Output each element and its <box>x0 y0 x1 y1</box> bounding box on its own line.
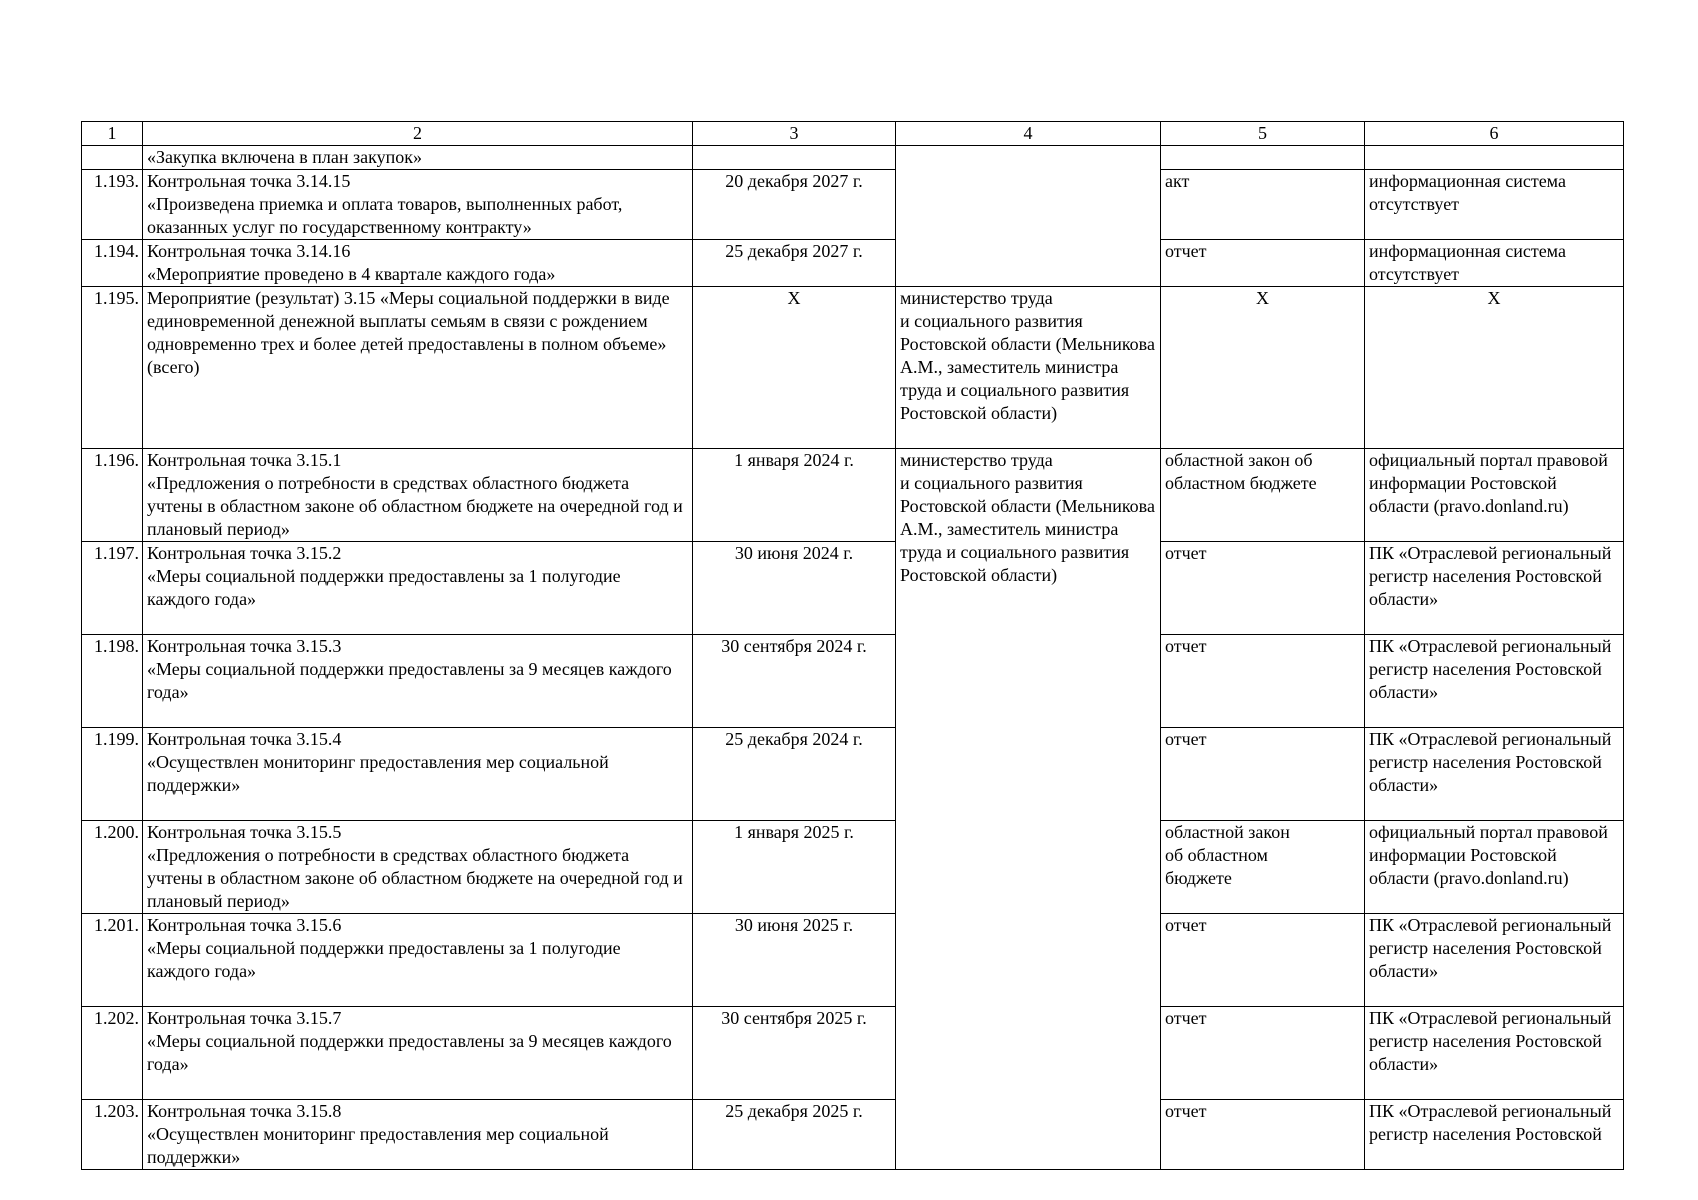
table-row <box>82 728 1624 821</box>
row-number-cell: 1.195. <box>82 287 143 449</box>
document-cell: областной закон об областном бюджете <box>1161 449 1365 542</box>
document-cell: акт <box>1161 170 1365 240</box>
source-cell: информационная система отсутствует <box>1365 240 1624 287</box>
column-header: 6 <box>1365 122 1624 146</box>
source-cell <box>1365 146 1624 170</box>
source-cell: ПК «Отраслевой региональный регистр населения Ростовской области» <box>1365 914 1624 1007</box>
description-cell: Контрольная точка 3.15.8 «Осуществлен мониторинг предоставления мер социальной поддержки» <box>143 1100 693 1170</box>
document-cell: областной закон об областном бюджете <box>1161 821 1365 914</box>
description-cell: Контрольная точка 3.14.15 «Произведена приемка и оплата товаров, выполненных работ, оказанных услуг по государственному контракту» <box>143 170 693 240</box>
table-row <box>82 1100 1624 1170</box>
description-cell: Контрольная точка 3.15.4 «Осуществлен мониторинг предоставления мер социальной поддержки» <box>143 728 693 821</box>
document-cell: Х <box>1161 287 1365 449</box>
row-number-cell: 1.193. <box>82 170 143 240</box>
column-header: 3 <box>693 122 896 146</box>
table-row <box>82 1007 1624 1100</box>
row-number-cell: 1.202. <box>82 1007 143 1100</box>
row-number-cell: 1.199. <box>82 728 143 821</box>
date-cell: 30 сентября 2024 г. <box>693 635 896 728</box>
row-number-cell: 1.194. <box>82 240 143 287</box>
document-cell: отчет <box>1161 635 1365 728</box>
column-header: 1 <box>82 122 143 146</box>
date-cell: 20 декабря 2027 г. <box>693 170 896 240</box>
date-cell: Х <box>693 287 896 449</box>
column-header: 5 <box>1161 122 1365 146</box>
source-cell: ПК «Отраслевой региональный регистр населения Ростовской области» <box>1365 542 1624 635</box>
table-row <box>82 821 1624 914</box>
source-cell: Х <box>1365 287 1624 449</box>
table-row <box>82 287 1624 449</box>
row-number-cell: 1.196. <box>82 449 143 542</box>
document-cell: отчет <box>1161 542 1365 635</box>
source-cell: ПК «Отраслевой региональный регистр населения Ростовской области» <box>1365 1007 1624 1100</box>
table-row <box>82 240 1624 287</box>
source-cell: официальный портал правовой информации Ростовской области (pravo.donland.ru) <box>1365 821 1624 914</box>
description-cell: Мероприятие (результат) 3.15 «Меры социальной поддержки в виде единовременной денежной выплаты семьям в связи с рождением одновременно трех и более детей предоставлены в полном объеме» (всего) <box>143 287 693 449</box>
date-cell: 25 декабря 2024 г. <box>693 728 896 821</box>
date-cell: 1 января 2024 г. <box>693 449 896 542</box>
document-cell: отчет <box>1161 240 1365 287</box>
date-cell: 30 сентября 2025 г. <box>693 1007 896 1100</box>
document-cell: отчет <box>1161 1100 1365 1170</box>
column-header: 4 <box>896 122 1161 146</box>
responsible-cell: министерство труда и социального развития Ростовской области (Мельникова А.М., заместитель министра труда и социального развития Ростовской области) <box>896 287 1161 449</box>
row-number-cell: 1.198. <box>82 635 143 728</box>
date-cell: 30 июня 2025 г. <box>693 914 896 1007</box>
table-row <box>82 914 1624 1007</box>
date-cell: 25 декабря 2027 г. <box>693 240 896 287</box>
responsible-cell <box>896 146 1161 287</box>
description-cell: Контрольная точка 3.15.2 «Меры социальной поддержки предоставлены за 1 полугодие каждого года» <box>143 542 693 635</box>
control-points-table <box>81 121 1624 1170</box>
row-number-cell <box>82 146 143 170</box>
table-row <box>82 542 1624 635</box>
table-row <box>82 170 1624 240</box>
document-cell: отчет <box>1161 914 1365 1007</box>
description-cell: Контрольная точка 3.14.16 «Мероприятие проведено в 4 квартале каждого года» <box>143 240 693 287</box>
date-cell: 25 декабря 2025 г. <box>693 1100 896 1170</box>
description-cell: Контрольная точка 3.15.7 «Меры социальной поддержки предоставлены за 9 месяцев каждого года» <box>143 1007 693 1100</box>
date-cell: 30 июня 2024 г. <box>693 542 896 635</box>
source-cell: официальный портал правовой информации Ростовской области (pravo.donland.ru) <box>1365 449 1624 542</box>
row-number-cell: 1.200. <box>82 821 143 914</box>
header-row <box>82 122 1624 146</box>
description-cell: Контрольная точка 3.15.6 «Меры социальной поддержки предоставлены за 1 полугодие каждого года» <box>143 914 693 1007</box>
description-cell: Контрольная точка 3.15.3 «Меры социальной поддержки предоставлены за 9 месяцев каждого года» <box>143 635 693 728</box>
date-cell: 1 января 2025 г. <box>693 821 896 914</box>
source-cell: ПК «Отраслевой региональный регистр населения Ростовской <box>1365 1100 1624 1170</box>
row-number-cell: 1.197. <box>82 542 143 635</box>
description-cell: Контрольная точка 3.15.5 «Предложения о потребности в средствах областного бюджета учтены в областном законе об областном бюджете на очередной год и плановый период» <box>143 821 693 914</box>
document-cell <box>1161 146 1365 170</box>
responsible-cell: министерство труда и социального развития Ростовской области (Мельникова А.М., заместитель министра труда и социального развития Ростовской области) <box>896 449 1161 1170</box>
column-header: 2 <box>143 122 693 146</box>
row-number-cell: 1.203. <box>82 1100 143 1170</box>
document-cell: отчет <box>1161 1007 1365 1100</box>
document-cell: отчет <box>1161 728 1365 821</box>
source-cell: ПК «Отраслевой региональный регистр населения Ростовской области» <box>1365 635 1624 728</box>
table-row <box>82 449 1624 542</box>
table-row <box>82 635 1624 728</box>
continuation-row <box>82 146 1624 170</box>
row-number-cell: 1.201. <box>82 914 143 1007</box>
description-cell: «Закупка включена в план закупок» <box>143 146 693 170</box>
source-cell: ПК «Отраслевой региональный регистр населения Ростовской области» <box>1365 728 1624 821</box>
description-cell: Контрольная точка 3.15.1 «Предложения о потребности в средствах областного бюджета учтены в областном законе об областном бюджете на очередной год и плановый период» <box>143 449 693 542</box>
source-cell: информационная система отсутствует <box>1365 170 1624 240</box>
date-cell <box>693 146 896 170</box>
